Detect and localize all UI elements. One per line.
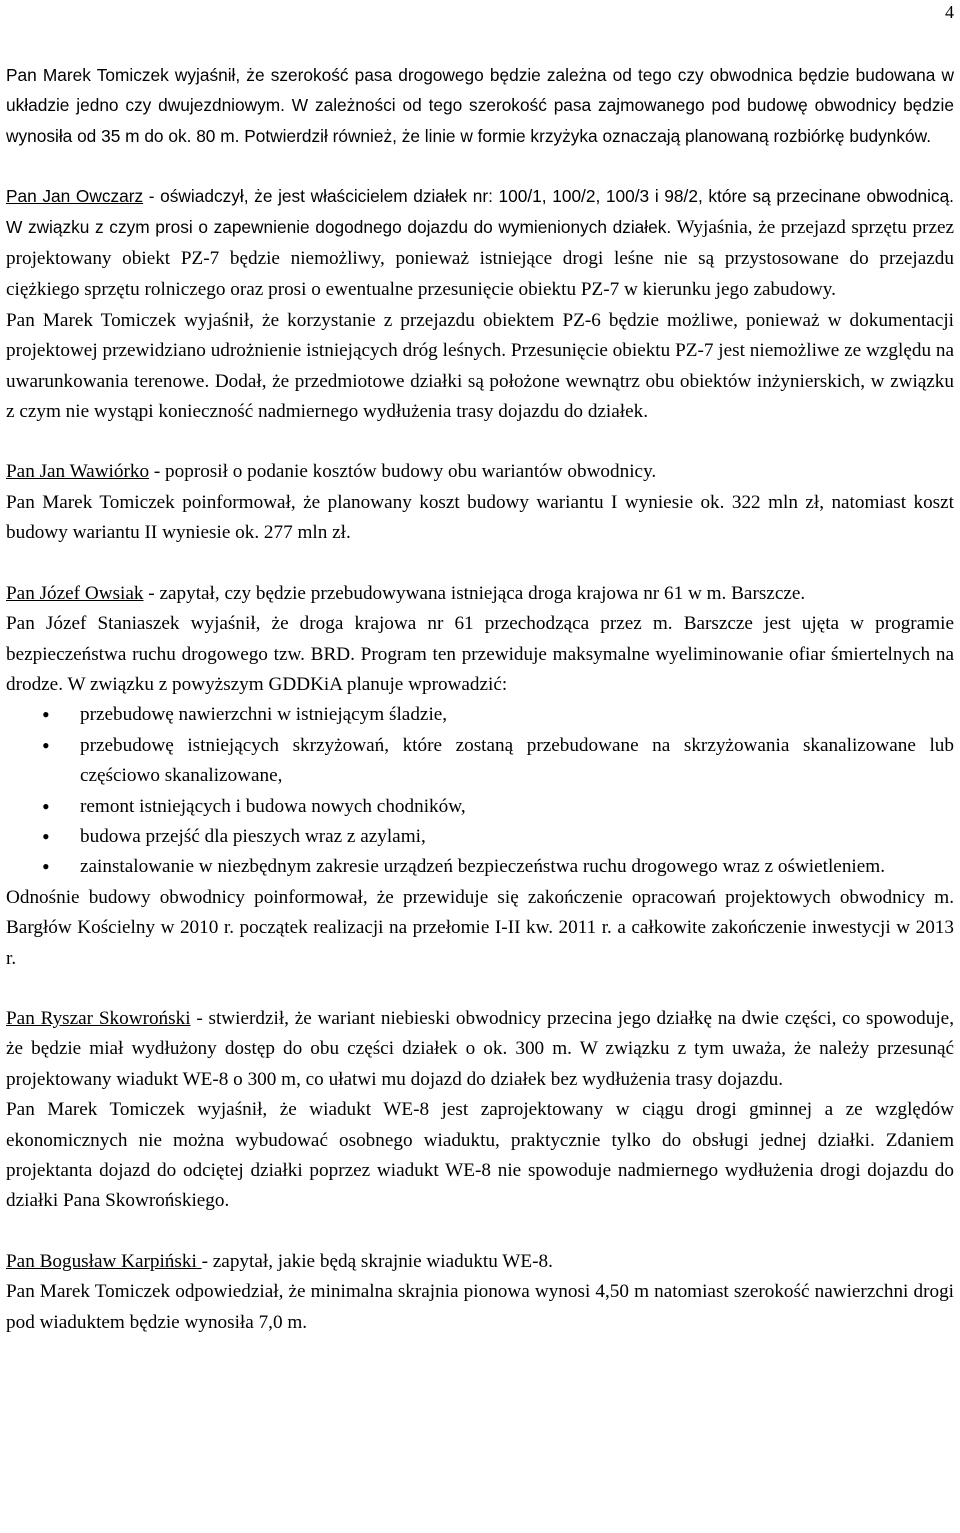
speaker-name: Pan Józef Owsiak bbox=[6, 582, 144, 604]
paragraph-owsiak bbox=[6, 579, 954, 609]
list-item: • remont istniejących i budowa nowych chodników, bbox=[6, 792, 954, 822]
list-item: • zainstalowanie w niezbędnym zakresie urządzeń bezpieczeństwa ruchu drogowego wraz z oświetleniem. bbox=[6, 852, 954, 882]
paragraph-text: Potwierdził również, że linie w formie krzyżyka oznaczają planowaną rozbiórkę budynków. bbox=[244, 125, 931, 146]
document-body bbox=[6, 60, 954, 1338]
paragraph-viaduct: Pan Marek Tomiczek wyjaśnił, że wiadukt WE-8 jest zaprojektowany w ciągu drogi gminnej a ze względów ekonomicznych nie można wybudować osobnego wiaduktu, praktycznie tylko do obsługi jednej działki. Zdaniem projektanta dojazd do odciętej działki poprzez wiadukt WE-8 nie spowoduje nadmiernego wydłużenia drogi dojazdu do działki Pana Skowrońskiego. bbox=[6, 1099, 954, 1212]
paragraph-clearance: Pan Marek Tomiczek odpowiedział, że minimalna skrajnia pionowa wynosi 4,50 m natomiast szerokość nawierzchni drogi pod wiaduktem będzie wynosiła 7,0 m. bbox=[6, 1281, 954, 1333]
page-number: 4 bbox=[945, 2, 954, 22]
paragraph-text: Pan Marek Tomiczek wyjaśnił, że szerokość pasa drogowego będzie zależna od tego czy obwodnica będzie budowana w układzie jedno czy dwujezdniowym. W zależności od tego szerokość pasa zajmowanego pod budowę obwodnicy będzie wynosiła od 35 m do ok. 80 m. bbox=[6, 65, 954, 146]
list-item: • przebudowę istniejących skrzyżowań, które zostaną przebudowane na skrzyżowania skanalizowane lub częściowo skanalizowane, bbox=[6, 731, 954, 792]
paragraph-text: Wyjaśnia, że przejazd sprzętu przez projektowany obiekt PZ-7 będzie niemożliwy, ponieważ istniejące drogi leśne nie są przystosowane do przejazdu ciężkiego sprzętu rolniczego oraz prosi o ewentualne przesunięcie obiektu PZ-7 w kierunku jego zabudowy. bbox=[6, 216, 954, 301]
paragraph-text: - zapytał, jakie będą skrajnie wiaduktu WE-8. bbox=[201, 1250, 553, 1272]
speaker-name: Pan Ryszar Skowroński bbox=[6, 1007, 191, 1029]
list-item: • przebudowę nawierzchni w istniejącym śladzie, bbox=[6, 700, 954, 730]
paragraph-text: - stwierdził, że wariant niebieski obwodnicy przecina jego działkę na dwie części, co spowoduje, że będzie miał wydłużony dostęp do obu części działek o ok. 300 m. W związku z tym uważa, że należy przesunąć projektowany wiadukt WE-8 o 300 m, co ułatwi mu dojazd do działek bez wydłużenia trasy dojazdu. bbox=[6, 1007, 954, 1090]
paragraph-owczarz bbox=[6, 181, 954, 306]
paragraph-text: - zapytał, czy będzie przebudowywana istniejąca droga krajowa nr 61 w m. Barszcze. bbox=[143, 582, 806, 604]
speaker-name: Pan Jan Wawiórko bbox=[6, 461, 150, 483]
paragraph-skowronski bbox=[6, 1004, 954, 1095]
speaker-name: Pan Bogusław Karpiński bbox=[6, 1250, 202, 1272]
paragraph-cost: Pan Marek Tomiczek poinformował, że planowany koszt budowy wariantu I wyniesie ok. 322 mln zł, natomiast koszt budowy wariantu II wyniesie ok. 277 mln zł. bbox=[6, 491, 954, 544]
paragraph-tomiczek-width bbox=[6, 60, 954, 151]
paragraph-schedule: Odnośnie budowy obwodnicy poinformował, że przewiduje się zakończenie opracowań projektowych obwodnicy m. Bargłów Kościelny w 2010 r. początek realizacji na przełomie I-II kw. 2011 r. a całkowite zakończenie inwestycji w 2013 r. bbox=[6, 886, 954, 969]
paragraph-karpinski bbox=[6, 1247, 954, 1277]
paragraph-text: - poprosił o podanie kosztów budowy obu wariantów obwodnicy. bbox=[149, 461, 657, 483]
paragraph-staniaszek: Pan Józef Staniaszek wyjaśnił, że droga krajowa nr 61 przechodząca przez m. Barszcze jest ujęta w programie bezpieczeństwa ruchu drogowego tzw. BRD. Program ten przewiduje maksymalne wyeliminowanie ofiar śmiertelnych na drodze. W związku z powyższym GDDKiA planuje wprowadzić: bbox=[6, 613, 954, 695]
bullet-list bbox=[6, 700, 954, 882]
list-item: • budowa przejść dla pieszych wraz z azylami, bbox=[6, 822, 954, 852]
paragraph-wawiorko bbox=[6, 457, 954, 487]
paragraph-tomiczek-reply: Pan Marek Tomiczek wyjaśnił, że korzystanie z przejazdu obiektem PZ-6 będzie możliwe, ponieważ w dokumentacji projektowej przewidziano udrożnienie istniejących dróg leśnych. Przesunięcie obiektu PZ-7 jest niemożliwe ze względu na uwarunkowania terenowe. Dodał, że przedmiotowe działki są położone wewnątrz obu obiektów inżynierskich, w związku z czym nie wystąpi konieczność nadmiernego wydłużenia trasy dojazdu do działek. bbox=[6, 309, 954, 423]
paragraph-text: - oświadczył, że jest właścicielem działek nr: 100/1, 100/2, 100/3 i 98/2, które są przecinane obwodnicą. W związku z czym prosi o zapewnienie dogodnego dojazdu do wymienionych działek. bbox=[6, 186, 954, 237]
speaker-name: Pan Jan Owczarz bbox=[6, 186, 144, 207]
